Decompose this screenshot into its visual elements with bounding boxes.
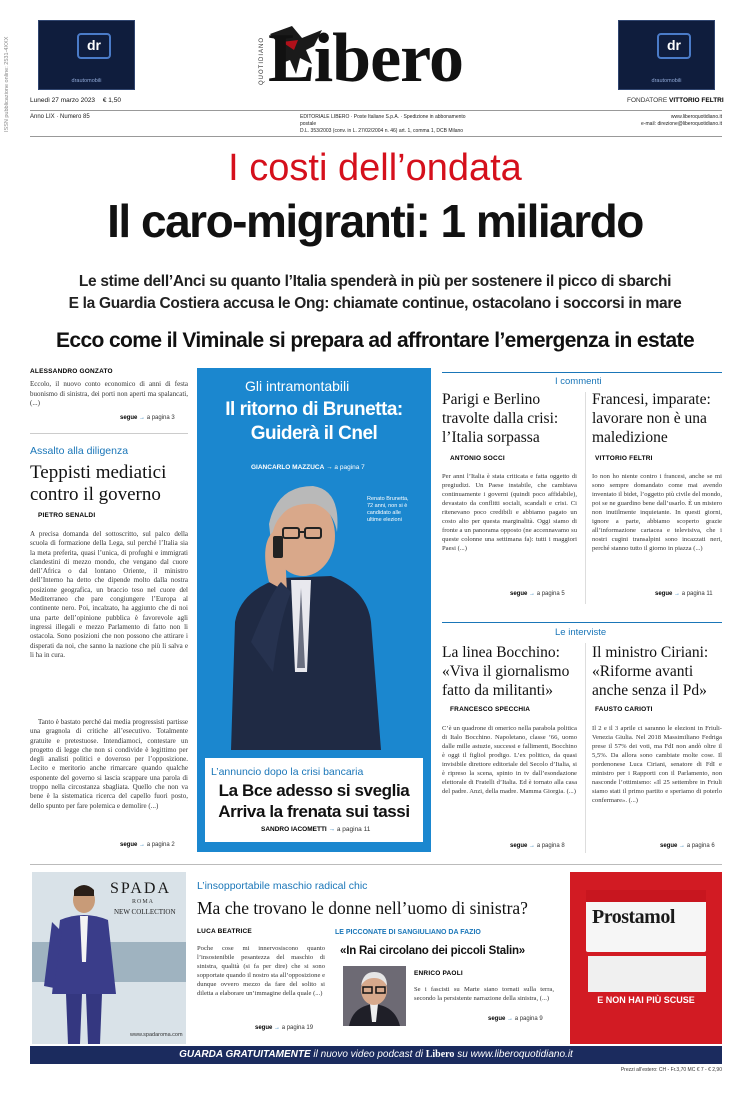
dr-logo: dr bbox=[657, 33, 691, 59]
arrow-right-icon: → bbox=[139, 415, 146, 421]
interview1-byline: FRANCESCO SPECCHIA bbox=[450, 706, 531, 713]
page-ref: a pagina 8 bbox=[536, 843, 565, 849]
comment2-headline[interactable]: Francesi, imparate: lavorare non è una maledizione bbox=[592, 391, 711, 446]
left-byline-1: ALESSANDRO GONZATO bbox=[30, 368, 113, 375]
segue-label: segue bbox=[120, 415, 138, 421]
comments-label: I commenti bbox=[555, 376, 602, 387]
brunetta-photo bbox=[221, 472, 391, 750]
ad-prostamol-tagline: E NON HAI PIÙ SCUSE bbox=[597, 995, 695, 1005]
comments-rule bbox=[442, 372, 722, 373]
masthead-website[interactable]: www.liberoquotidiano.it bbox=[670, 114, 722, 120]
left-divider bbox=[30, 433, 188, 434]
ad-spada[interactable] bbox=[32, 872, 186, 1044]
sub-byline: ENRICO PAOLI bbox=[414, 970, 463, 977]
left-segue-2[interactable] bbox=[120, 842, 175, 848]
masthead-issue: Anno LIX · Numero 85 bbox=[30, 114, 90, 120]
masthead-date-row bbox=[30, 97, 121, 104]
bottom-kicker: L’insopportabile maschio radical chic bbox=[197, 880, 368, 892]
lead-sub1: Le stime dell’Anci su quanto l’Italia spenderà in più per sostenere il picco di sbarchi bbox=[78, 273, 672, 290]
page-ref: a pagina 19 bbox=[281, 1025, 314, 1031]
comment2-text: Io non ho niente contro i francesi, anche se mi sono sempre domandato come mai avendo inventato il bidet, l’oggetto più civile del mondo, poi se ne guardino bene dall’usarlo. È un mistero non inutilmente inquietante. In questi giorni, ignore a parte, abbiamo scoperto grazie all’informazione cartacea e televisiva, che i nostri cugini transalpini sono incazzati neri, perché stanno tutto il giorno in piazza (...) bbox=[592, 473, 722, 552]
feature-box-kicker: L’annuncio dopo la crisi bancaria bbox=[211, 766, 364, 778]
masthead-email[interactable]: e-mail: direzione@liberoquotidiano.it bbox=[641, 121, 722, 127]
masthead-rule bbox=[30, 110, 722, 111]
arrow-right-icon: → bbox=[326, 464, 333, 471]
banner-post: su www.liberoquotidiano.it bbox=[454, 1049, 573, 1060]
segue-label: segue bbox=[488, 1016, 506, 1022]
interviews-vrule bbox=[585, 643, 586, 853]
arrow-right-icon: → bbox=[139, 842, 146, 848]
founder-label: FONDATORE bbox=[627, 97, 668, 104]
lead-kicker[interactable]: I costi dell’ondata bbox=[228, 147, 522, 189]
founder-name: VITTORIO FELTRI bbox=[669, 97, 724, 104]
segue-label: segue bbox=[510, 591, 528, 597]
masthead-date: Lunedì 27 marzo 2023 bbox=[30, 97, 96, 104]
feature-caption: Renato Brunetta, 72 anni, non si è candidato alle ultime elezioni bbox=[367, 496, 409, 523]
ad-spada-collection: NEW COLLECTION bbox=[114, 908, 176, 916]
segue-label: segue bbox=[510, 843, 528, 849]
interview2-byline: FAUSTO CARIOTI bbox=[595, 706, 653, 713]
ad-spada-sub: ROMA bbox=[132, 899, 155, 905]
segue-label: segue bbox=[660, 843, 678, 849]
interviews-rule bbox=[442, 622, 722, 623]
segue-label: segue bbox=[120, 842, 138, 848]
sub-text: Se i fascisti su Marte siano tornati sulla terra, secondo la persistente narrazione della sinistra, (...) bbox=[414, 986, 554, 1002]
left-kicker-2: Assalto alla diligenza bbox=[30, 445, 129, 457]
ad-spada-model bbox=[38, 882, 128, 1044]
lead-sub2: E la Guardia Costiera accusa le Ong: chiamate continue, ostacolano i soccorsi in mare bbox=[68, 295, 682, 312]
interview1-headline[interactable]: La linea Bocchino: «Viva il giornalismo fatto da militanti» bbox=[442, 644, 570, 699]
ad-tag: drautomobili bbox=[71, 78, 102, 84]
left-byline-2: PIETRO SENALDI bbox=[38, 512, 96, 519]
interview1-text: C’è un quadrone di omerico nella parabola politica di Italo Bocchino. Napoletano, classe ’66, uomo dalle mille astuzie, successi e fallimenti, Bocchino è oggi il figliol prodigo. L’ex politico, da quasi invisibile direttore editoriale del Secolo d’Italia, si è ripreso la scena, spinto in tv dall’esondazione elettorale di Fratelli d’Italia. Ed è tornato alla casa del padre. Anzi, della madre. Mamma Giorgia. (...) bbox=[442, 725, 577, 795]
masthead-center-line2: D.L. 353/2003 (conv. in L. 27/02/2004 n. 46) art. 1, comma 1, DCB Milano bbox=[300, 128, 464, 134]
masthead-center-line1: EDITORIALE LIBERO · Poste Italiane S.p.A. · Spedizione in abbonamento postale bbox=[300, 114, 466, 127]
masthead-vertical-label: QUOTIDIANO bbox=[259, 36, 266, 86]
left-text-1: Eccolo, il nuovo conto economico di anni di festa buonismo di sinistra, dei porti non aperti ma spalancati, (...) bbox=[30, 380, 188, 407]
left-segue-1[interactable] bbox=[120, 415, 175, 421]
sub-headline[interactable]: «In Rai circolano dei piccoli Stalin» bbox=[340, 945, 525, 957]
ad-prostamol-capsules bbox=[588, 956, 706, 992]
segue-label: segue bbox=[255, 1025, 273, 1031]
bottom-divider bbox=[30, 864, 722, 865]
banner-mid: il nuovo video podcast di bbox=[310, 1049, 426, 1060]
podcast-banner[interactable] bbox=[30, 1046, 722, 1064]
feature-byline: GIANCARLO MAZZUCA bbox=[251, 464, 325, 471]
comment2-segue[interactable] bbox=[655, 591, 713, 597]
masthead-price: € 1,50 bbox=[102, 97, 121, 104]
lead-headline[interactable]: Il caro-migranti: 1 miliardo bbox=[107, 195, 643, 247]
comment1-headline[interactable]: Parigi e Berlino travolte dalla crisi: l’Italia sorpassa bbox=[442, 391, 559, 446]
interview2-headline[interactable]: Il ministro Ciriani: «Riforme avanti anche senza il Pd» bbox=[592, 644, 709, 699]
page-ref: a pagina 11 bbox=[681, 591, 713, 597]
arrow-right-icon: → bbox=[274, 1025, 281, 1031]
arrow-right-icon: → bbox=[529, 843, 536, 849]
ad-prostamol[interactable] bbox=[570, 872, 722, 1044]
masthead-contacts bbox=[640, 114, 722, 128]
left-headline-2[interactable]: Teppisti mediatici contro il governo bbox=[30, 462, 167, 505]
masthead-rule-2 bbox=[30, 136, 722, 137]
comments-vrule bbox=[585, 392, 586, 604]
sub-segue[interactable] bbox=[488, 1016, 543, 1022]
feature-box[interactable] bbox=[205, 758, 423, 842]
segue-label: segue bbox=[655, 591, 673, 597]
comment1-byline: ANTONIO SOCCI bbox=[450, 455, 505, 462]
comment1-segue[interactable] bbox=[510, 591, 565, 597]
feature-kicker: Gli intramontabili bbox=[245, 378, 350, 394]
interviews-label: Le interviste bbox=[555, 627, 607, 638]
feature-byline-row[interactable] bbox=[251, 464, 365, 471]
bottom-segue[interactable] bbox=[255, 1025, 313, 1031]
ad-tag: drautomobili bbox=[651, 78, 682, 84]
lead-sub3: Ecco come il Viminale si prepara ad affrontare l’emergenza in estate bbox=[55, 329, 695, 352]
ad-spada-url[interactable]: www.spadaroma.com bbox=[130, 1032, 183, 1038]
banner-brand: Libero bbox=[425, 1049, 455, 1060]
ad-dr-left[interactable] bbox=[38, 20, 135, 90]
left-text-3: Tanto è bastato perché dai media progressisti partisse una gragnola di critiche all’esecutivo. Totalmente gratuite e pretestuose. Intendiamoci, contestare un progetto di legge che non si condivide è legittimo per degli analisti politici e doveroso per l’opposizione. Lecito e meritorio anche rimarcare quando qualche esponente del governo si lascia scappare una parola di troppo nella circostanza sbagliata. Quello che non va bene è la sistematica ricerca del capello fuori posto, dello spunto per fare polemica e demolire (...) bbox=[30, 718, 188, 810]
feature-box-byline-row[interactable] bbox=[261, 826, 370, 833]
feature-box-byline: SANDRO IACOMETTI bbox=[261, 826, 327, 833]
arrow-right-icon: → bbox=[507, 1016, 514, 1022]
feature-box-h2[interactable]: Arriva la frenata sui tassi bbox=[218, 802, 410, 821]
dr-logo: dr bbox=[77, 33, 111, 59]
feature-box-page: a pagina 11 bbox=[336, 826, 371, 833]
sub-kicker: LE PICCONATE DI SANGIULIANO DA FAZIO bbox=[335, 929, 481, 936]
feature-page: a pagina 7 bbox=[334, 464, 365, 471]
left-text-2: A precisa domanda del sottoscritto, sul palco della scuola di formazione della Lega, sul perché l’Italia sia la meta preferita, quasi l’unica, di profughi e immigrati clandestini di mezzo mondo, che vengano dal cuore dell’Africa o dal lontano Oriente, il ministro dell’Interno ha detto che dipende molto dalla nostra posizione geografica, un braccio teso nel cuore del Mediterraneo che pare congiungere l’Europa al continente nero. Poi, incalzato, ha aggiunto che di noi una parte dell’opinione pubblica è favorevole agli ingressi illegali e mezzo Parlamento di fatto non li ostacola. Sono posizioni che non possono che attirare i disperati da noi, che sanno la nazione che più li salva e li ha in cura. bbox=[30, 530, 188, 659]
arrow-right-icon: → bbox=[529, 591, 536, 597]
bottom-text: Poche cose mi innervosiscono quanto l’insostenibile pesantezza del maschio di sinistra, qualità (si fa per dire) che si sono sopportate quando il nostro sta all’opposizione e dunque ovvero mezzo da fare del solito si diletta a elaborare un’immagine della quale (...) bbox=[197, 945, 325, 997]
ad-prostamol-stripe bbox=[586, 890, 706, 902]
bottom-headline[interactable]: Ma che trovano le donne nell’uomo di sinistra? bbox=[197, 898, 528, 918]
feature-box-h1[interactable]: La Bce adesso si sveglia bbox=[218, 781, 410, 800]
ad-spada-brand: SPADA bbox=[110, 880, 171, 897]
masthead-center bbox=[300, 114, 470, 135]
page-ref: a pagina 2 bbox=[146, 842, 175, 848]
page-ref: a pagina 9 bbox=[514, 1016, 543, 1022]
arrow-right-icon: → bbox=[674, 591, 681, 597]
feature-headline[interactable]: Il ritorno di Brunetta: Guiderà il Cnel bbox=[225, 399, 403, 444]
arrow-right-icon: → bbox=[328, 826, 336, 833]
ad-prostamol-pack bbox=[586, 890, 706, 952]
page-ref: a pagina 5 bbox=[536, 591, 565, 597]
interview2-text: Il 2 e il 3 aprile ci saranno le elezioni in Friuli-Venezia Giulia. Nel 2018 Massimiliano Fedriga prese il 57% dei voti, ma FdI non andò oltre il 5,5%. Da allora sono cambiate molte cose. Il pordenonese Luca Ciriani, senatore di FdI e ministro per i Rapporti con il Parlamento, non nasconde l’ottimismo: «Il 25 settembre in Friuli siamo stati il primo partito e speriamo di poterlo confermare». (...) bbox=[592, 725, 722, 804]
banner-pre: GUARDA GRATUITAMENTE bbox=[179, 1049, 311, 1060]
page-ref: a pagina 3 bbox=[146, 415, 175, 421]
masthead-founder bbox=[627, 97, 724, 104]
masthead-title[interactable]: Libero bbox=[268, 20, 463, 97]
arrow-right-icon: → bbox=[679, 843, 686, 849]
feature-panel[interactable] bbox=[197, 368, 431, 852]
sangiuliano-photo bbox=[343, 966, 406, 1026]
bottom-byline: LUCA BEATRICE bbox=[197, 928, 252, 935]
interview1-segue[interactable] bbox=[510, 843, 565, 849]
page-ref: a pagina 6 bbox=[686, 843, 715, 849]
comment2-byline: VITTORIO FELTRI bbox=[595, 455, 653, 462]
comment1-text: Per anni l’Italia è stata criticata e fatta oggetto di pregiudizi. Un Paese instabile, che cambiava continuamente i governi (quindi poco affidabile), devastato da conflitti sociali, scandali e crisi. Ci ritenevano poco credibili e abbiamo pagato un costo alto per questa marginalità. Oggi siamo di fronte a un panorama opposto (ne accennavamo su queste colonne una settimana fa): tutti i maggiori Paesi (...) bbox=[442, 473, 577, 552]
ad-dr-right[interactable] bbox=[618, 20, 715, 90]
side-note: ISSN pubblicazione online: 2531-4XXX bbox=[4, 36, 10, 132]
interview2-segue[interactable] bbox=[660, 843, 715, 849]
ad-prostamol-brand: Prostamol bbox=[592, 906, 675, 928]
price-footer: Prezzi all’estero: CH - Fr.3,70 MC € 7 - € 2,90 bbox=[620, 1067, 722, 1073]
